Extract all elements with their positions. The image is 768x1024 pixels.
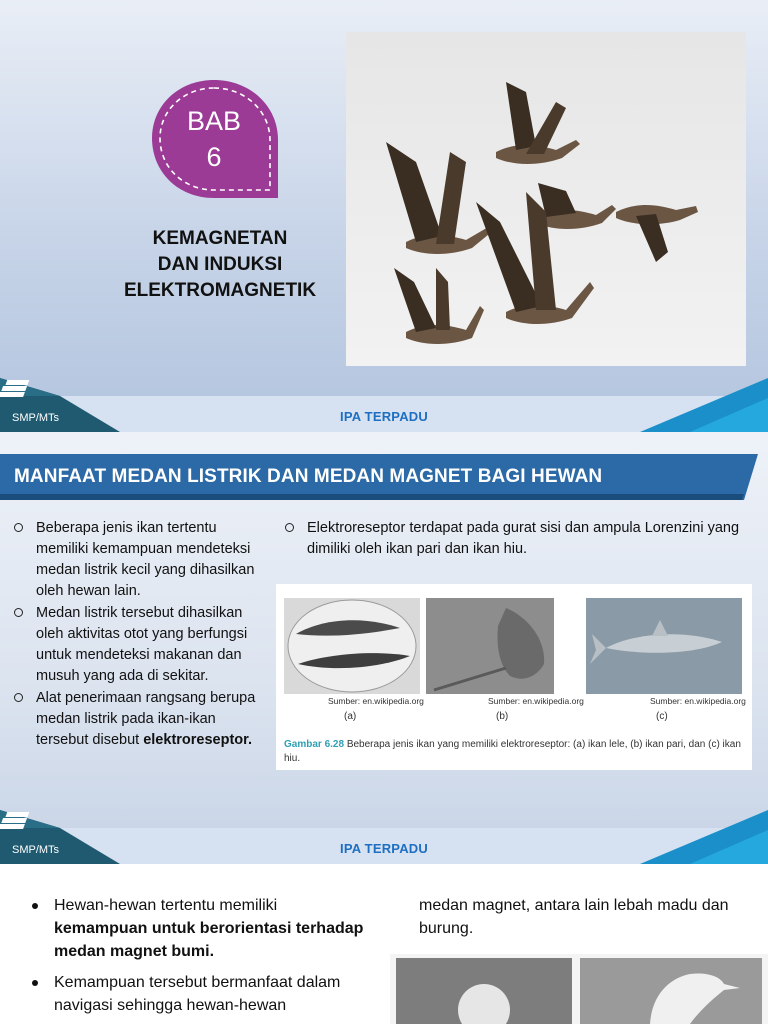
figure-label: (c) <box>656 711 668 722</box>
section-banner <box>0 454 758 500</box>
bullet-text: Beberapa jenis ikan tertentu memiliki kemampuan mendeteksi medan listrik kecil yang dihasilkan oleh hewan lain. <box>36 520 255 599</box>
list-item <box>30 894 370 963</box>
bullet-text: Medan listrik tersebut dihasilkan oleh aktivitas otot yang berfungsi untuk mendeteksi makanan dan musuh yang ada di sekitar. <box>36 605 248 684</box>
books-icon <box>0 810 34 832</box>
list-item <box>12 603 270 687</box>
continued-text: medan magnet, antara lain lebah madu dan burung. <box>419 897 729 937</box>
left-bullet-list <box>30 894 370 1024</box>
badge-number: 6 <box>206 142 222 172</box>
bullet-text: Alat penerimaan rangsang berupa medan listrik pada ikan-ikan tersebut disebut <box>36 690 256 748</box>
footer-subject-label: IPA TERPADU <box>340 841 428 856</box>
dot-bullet-icon <box>32 980 38 986</box>
chapter-badge <box>150 78 280 200</box>
figure-caption <box>284 738 746 766</box>
chapter-title <box>100 226 340 304</box>
figure-label: (b) <box>496 711 509 722</box>
bullet-text: Hewan-hewan tertentu memiliki <box>54 897 278 914</box>
list-item <box>283 518 763 560</box>
stingray-photo <box>422 598 558 694</box>
shark-photo <box>586 598 742 694</box>
circle-bullet-icon <box>14 693 23 702</box>
bullet-text: Elektroreseptor terdapat pada gurat sisi dan ampula Lorenzini yang dimiliki oleh ikan pari dan ikan hiu. <box>307 520 740 557</box>
footer-grade-label: SMP/MTs <box>12 412 60 424</box>
footer-bar <box>0 810 768 864</box>
badge-bab-label: BAB <box>186 106 242 136</box>
circle-bullet-icon <box>14 523 23 532</box>
footer-grade-label: SMP/MTs <box>12 844 60 856</box>
books-icon <box>0 378 34 400</box>
catfish-photo <box>284 598 420 694</box>
chapter-title-line: DAN INDUKSI <box>157 254 283 275</box>
chapter-title-line: ELEKTROMAGNETIK <box>123 280 317 301</box>
section-title: MANFAAT MEDAN LISTRIK DAN MEDAN MAGNET BAGI HEWAN <box>14 466 603 487</box>
figure-label: (a) <box>344 711 357 722</box>
bullet-text: Kemampuan tersebut bermanfaat dalam navigasi sehingga hewan-hewan <box>54 974 341 1014</box>
footer-bar <box>0 378 768 432</box>
bullet-bold-text: kemampuan untuk berorientasi terhadap medan magnet bumi. <box>54 920 364 960</box>
bullet-bold-term: elektroreseptor. <box>143 732 253 748</box>
circle-bullet-icon <box>14 608 23 617</box>
slide-magnetic-orientation <box>0 864 768 1024</box>
figure-fish <box>276 584 752 770</box>
chapter-title-line: KEMAGNETAN <box>152 228 288 249</box>
footer-subject-label: IPA TERPADU <box>340 409 428 424</box>
dot-bullet-icon <box>32 903 38 909</box>
figure-caption-text: Beberapa jenis ikan yang memiliki elektroreseptor: (a) ikan lele, (b) ikan pari, dan (c) ikan hiu. <box>284 739 741 764</box>
circle-bullet-icon <box>285 523 294 532</box>
list-item <box>30 971 370 1017</box>
bee-and-stork-photos <box>390 954 768 1024</box>
right-bullet-list <box>283 518 763 561</box>
slide-chapter-cover <box>0 0 768 432</box>
list-item <box>12 518 270 602</box>
image-source: Sumber: en.wikipedia.org <box>488 696 584 706</box>
left-bullet-list <box>12 518 270 752</box>
slide-electroreceptor <box>0 432 768 864</box>
image-source: Sumber: en.wikipedia.org <box>328 696 424 706</box>
image-source: Sumber: en.wikipedia.org <box>650 696 746 706</box>
geese-photo <box>346 32 746 366</box>
list-item <box>12 688 270 751</box>
figure-number: Gambar 6.28 <box>284 739 345 750</box>
